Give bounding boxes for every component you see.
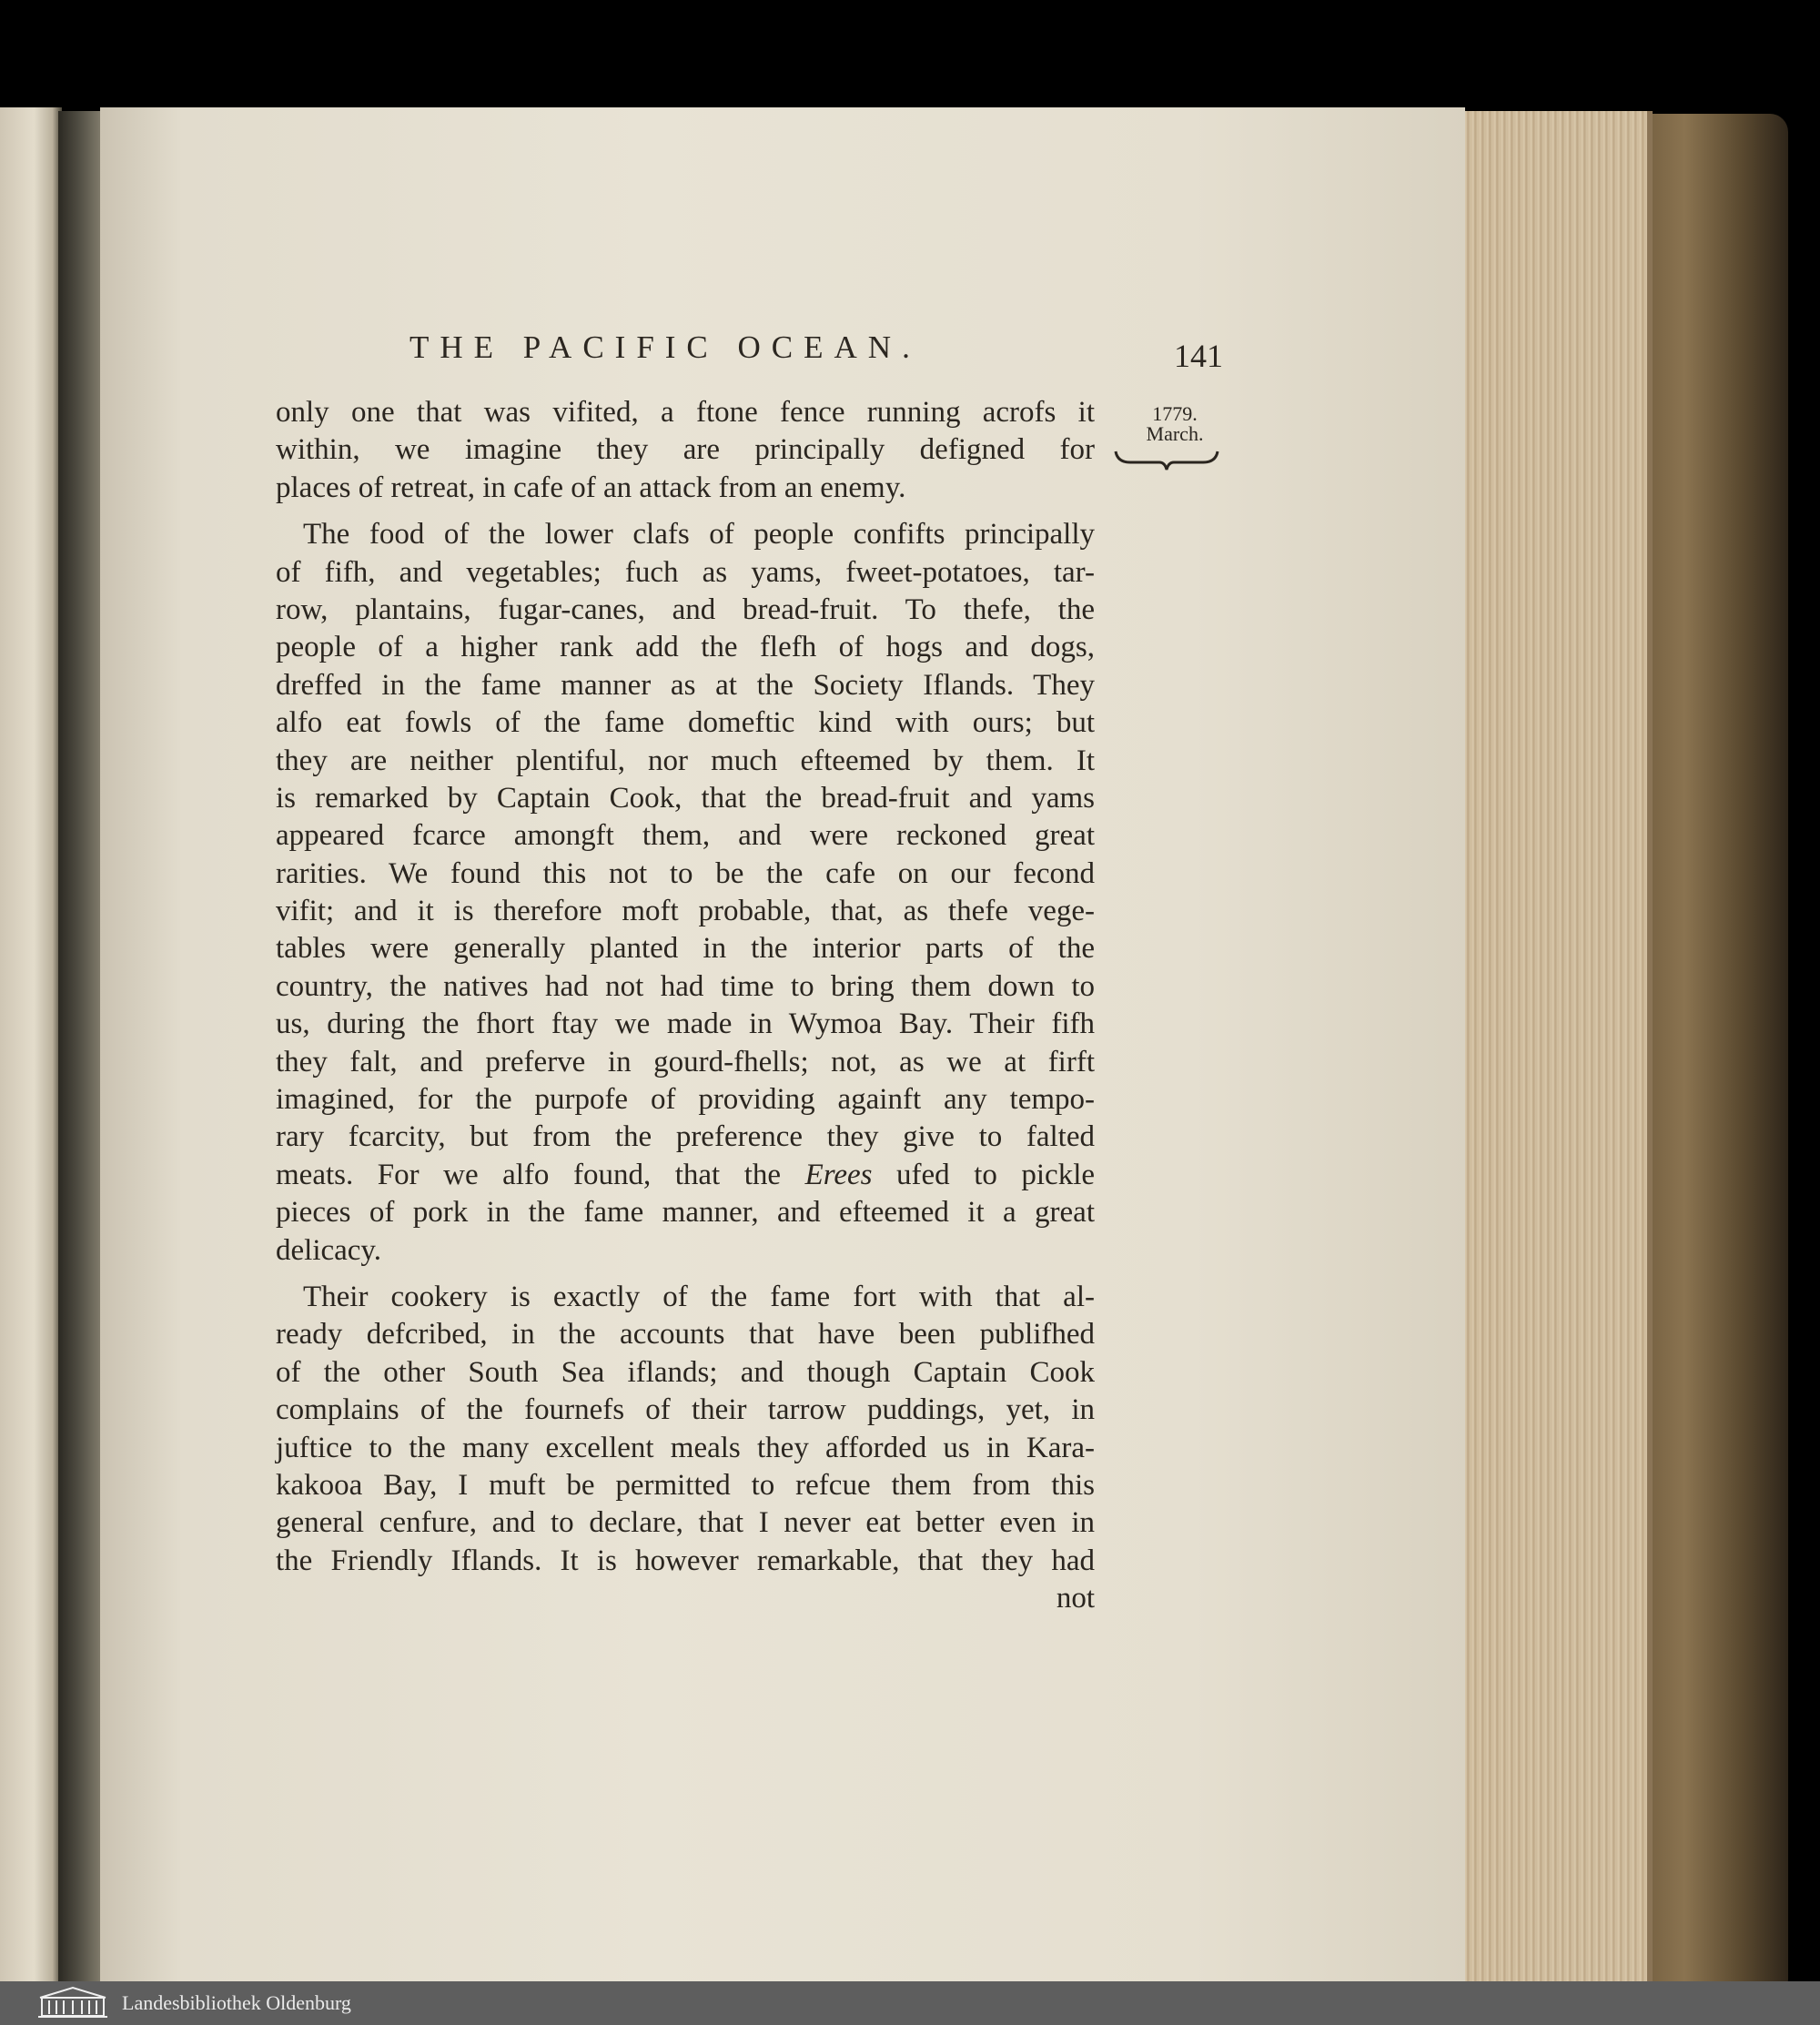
text-line: complains of the fournefs of their tarrow puddings, yet, in xyxy=(276,1393,1095,1427)
text-line: general cenfure, and to declare, that I never eat better even in xyxy=(276,1506,1095,1540)
library-building-icon xyxy=(36,1985,109,2020)
margin-note-year: 1779. xyxy=(1152,402,1198,425)
left-page-edge xyxy=(0,107,62,2014)
brace-icon xyxy=(1112,446,1221,473)
text-line: is remarked by Captain Cook, that the bread-fruit and yams xyxy=(276,781,1095,815)
text-line: tables were generally planted in the interior parts of the xyxy=(276,932,1095,966)
text-line: only one that was vifited, a ftone fence running acrofs it xyxy=(276,396,1095,429)
text-line: of the other South Sea iflands; and though Captain Cook xyxy=(276,1355,1095,1389)
running-title: THE PACIFIC OCEAN. xyxy=(410,329,921,365)
text-line: alfo eat fowls of the fame domeftic kind with ours; but xyxy=(276,706,1095,740)
text-line: juftice to the many excellent meals they afforded us in Kara- xyxy=(276,1431,1095,1464)
library-name: Landesbibliothek Oldenburg xyxy=(122,1991,351,2014)
text-line: dreffed in the fame manner as at the Society Iflands. They xyxy=(276,668,1095,702)
text-line: delicacy. xyxy=(276,1233,382,1267)
page-number: 141 xyxy=(1174,338,1223,374)
text-line: us, during the fhort ftay we made in Wymoa Bay. Their fifh xyxy=(276,1007,1095,1041)
text-line: country, the natives had not had time to bring them down to xyxy=(276,969,1095,1003)
text-line: vifit; and it is therefore moft probable, that, as thefe vege- xyxy=(276,895,1095,928)
italic-term: Erees xyxy=(804,1158,873,1191)
body-text xyxy=(276,394,1095,1618)
text-line: pieces of pork in the fame manner, and efteemed it a great xyxy=(276,1196,1095,1230)
margin-note xyxy=(1125,404,1225,444)
book-gutter xyxy=(58,111,106,2013)
page-block-edge xyxy=(1456,111,1653,2010)
text-line: imagined, for the purpofe of providing againft any tempo- xyxy=(276,1083,1095,1117)
text-line: rary fcarcity, but from the preference they give to falted xyxy=(276,1120,1095,1154)
text-line: people of a higher rank add the flefh of hogs and dogs, xyxy=(276,631,1095,664)
text-line: Their cookery is exactly of the fame fort with that al- xyxy=(303,1280,1095,1313)
text-line: places of retreat, in cafe of an attack from an enemy. xyxy=(276,471,906,504)
text-line: the Friendly Iflands. It is however remarkable, that they had xyxy=(276,1544,1095,1577)
text-line: rarities. We found this not to be the cafe on our fecond xyxy=(276,856,1095,890)
text-line: they falt, and preferve in gourd-fhells; not, as we at firft xyxy=(276,1045,1095,1078)
text-line: row, plantains, fugar-canes, and bread-fruit. To thefe, the xyxy=(276,592,1095,626)
text-segment: ufed to pickle xyxy=(896,1158,1096,1191)
text-line: kakooa Bay, I muft be permitted to refcue them from this xyxy=(276,1468,1095,1502)
book-cover xyxy=(1629,114,1788,1998)
text-line: The food of the lower clafs of people confifts principally xyxy=(303,518,1095,552)
text-line: they are neither plentiful, nor much efteemed by them. It xyxy=(276,744,1095,777)
text-line: appeared fcarce amongft them, and were reckoned great xyxy=(276,819,1095,853)
catchword: not xyxy=(1056,1582,1095,1615)
text-line: of fifh, and vegetables; fuch as yams, fweet-potatoes, tar- xyxy=(276,555,1095,589)
text-segment: meats. For we alfo found, that the xyxy=(276,1158,782,1191)
text-line: within, we imagine they are principally defigned for xyxy=(276,433,1095,467)
text-line-with-italic xyxy=(276,1157,1095,1194)
text-line: ready defcribed, in the accounts that have been publifhed xyxy=(276,1318,1095,1352)
margin-note-month: March. xyxy=(1146,422,1204,445)
